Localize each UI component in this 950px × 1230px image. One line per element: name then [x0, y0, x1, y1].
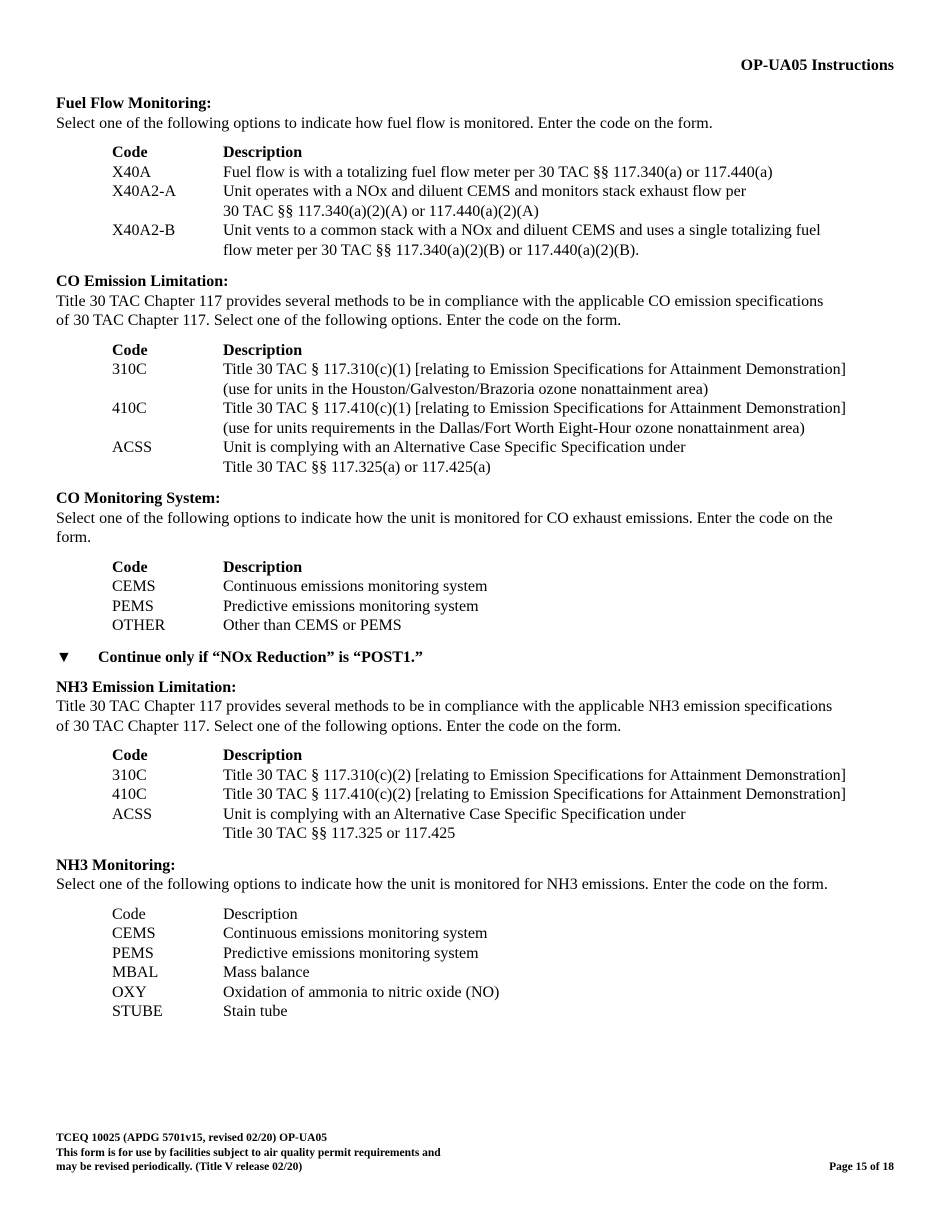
- column-header-description: Description: [223, 144, 303, 161]
- code-table: [112, 746, 846, 844]
- table-row: [112, 438, 846, 477]
- table-row: [112, 616, 487, 636]
- row-description: Stain tube: [223, 1003, 288, 1020]
- description-line: Fuel flow is with a totalizing fuel flow meter per 30 TAC §§ 117.340(a) or 117.440(a): [223, 163, 773, 181]
- intro-line: of 30 TAC Chapter 117. Select one of the following options. Enter the code on the form.: [56, 312, 622, 329]
- code-table: [112, 341, 846, 478]
- table-row: [112, 963, 499, 983]
- description-line: (use for units requirements in the Dallas/Fort Worth Eight-Hour ozone nonattainment area): [223, 419, 805, 437]
- row-code: 410C: [112, 400, 147, 417]
- section-co-emission-limitation: [56, 272, 896, 477]
- intro-line: of 30 TAC Chapter 117. Select one of the following options. Enter the code on the form.: [56, 717, 622, 735]
- column-header-code: Code: [112, 341, 148, 359]
- column-header-code: Code: [112, 144, 148, 161]
- intro-line: form.: [56, 529, 92, 546]
- row-description: [223, 438, 846, 477]
- column-header-description: Description: [223, 558, 303, 576]
- document-content: [56, 94, 896, 1034]
- section-title: NH3 Monitoring:: [56, 856, 176, 874]
- footer-usage-note: This form is for use by facilities subject to air quality permit requirements and: [56, 1146, 441, 1159]
- description-line: Unit vents to a common stack with a NOx and diluent CEMS and uses a single totalizing fuel: [223, 222, 821, 239]
- row-code: OTHER: [112, 617, 166, 634]
- table-row: [112, 221, 821, 260]
- row-code: PEMS: [112, 944, 154, 962]
- column-header-code: Code: [112, 905, 146, 923]
- intro-line: Title 30 TAC Chapter 117 provides several methods to be in compliance with the applicable NH3 emission specifications: [56, 698, 833, 715]
- row-code: PEMS: [112, 597, 154, 615]
- table-header-row: [112, 905, 499, 925]
- row-description: [223, 221, 821, 260]
- section-nh3-monitoring: [56, 856, 896, 1022]
- row-description: Title 30 TAC § 117.310(c)(2) [relating to Emission Specifications for Attainment Demonstration]: [223, 766, 846, 784]
- row-description: Continuous emissions monitoring system: [223, 578, 488, 595]
- section-title: CO Monitoring System:: [56, 490, 221, 507]
- row-description: Mass balance: [223, 964, 310, 981]
- row-description: Title 30 TAC § 117.410(c)(2) [relating to Emission Specifications for Attainment Demonstration]: [223, 786, 846, 803]
- row-code: ACSS: [112, 439, 153, 456]
- description-line: 30 TAC §§ 117.340(a)(2)(A) or 117.440(a)(2)(A): [223, 202, 539, 220]
- table-row: [112, 163, 821, 183]
- row-description: Other than CEMS or PEMS: [223, 617, 402, 634]
- row-code: STUBE: [112, 1003, 163, 1020]
- row-code: ACSS: [112, 805, 153, 823]
- code-table: [112, 905, 499, 1022]
- table-row: [112, 785, 846, 805]
- section-intro: Select one of the following options to indicate how the unit is monitored for NH3 emissions. Enter the code on the form.: [56, 876, 828, 893]
- row-code: 310C: [112, 766, 147, 784]
- row-description: [223, 399, 846, 438]
- row-code: X40A2-B: [112, 222, 176, 239]
- section-title: CO Emission Limitation:: [56, 273, 229, 290]
- section-intro: [56, 509, 896, 548]
- description-line: (use for units in the Houston/Galveston/Brazoria ozone nonattainment area): [223, 380, 709, 398]
- column-header-code: Code: [112, 747, 148, 764]
- table-row: [112, 944, 499, 964]
- continue-text: Continue only if “NOx Reduction” is “POST1.”: [98, 648, 423, 666]
- description-line: Title 30 TAC §§ 117.325(a) or 117.425(a): [223, 458, 491, 476]
- table-row: [112, 805, 846, 844]
- description-line: Title 30 TAC §§ 117.325 or 117.425: [223, 825, 456, 842]
- column-header-code: Code: [112, 558, 148, 576]
- row-description: Predictive emissions monitoring system: [223, 944, 479, 962]
- triangle-down-icon: ▼: [56, 648, 72, 666]
- table-row: [112, 1002, 499, 1022]
- page-header-title: OP-UA05 Instructions: [740, 57, 894, 74]
- row-description: [223, 163, 821, 183]
- section-nh3-emission-limitation: [56, 678, 896, 844]
- table-row: [112, 360, 846, 399]
- row-code: CEMS: [112, 925, 156, 942]
- row-description: Predictive emissions monitoring system: [223, 597, 479, 615]
- row-description: Continuous emissions monitoring system: [223, 925, 488, 942]
- table-row: [112, 399, 846, 438]
- row-code: OXY: [112, 983, 147, 1001]
- description-line: Title 30 TAC § 117.310(c)(1) [relating to Emission Specifications for Attainment Demonstration]: [223, 361, 846, 378]
- description-line: Unit is complying with an Alternative Case Specific Specification under: [223, 439, 686, 456]
- row-code: X40A: [112, 163, 152, 181]
- table-row: [112, 766, 846, 786]
- row-description: Oxidation of ammonia to nitric oxide (NO): [223, 983, 500, 1001]
- row-code: MBAL: [112, 964, 159, 981]
- section-intro: [56, 292, 896, 331]
- column-header-description: Description: [223, 341, 303, 359]
- description-line: flow meter per 30 TAC §§ 117.340(a)(2)(B) or 117.440(a)(2)(B).: [223, 241, 640, 259]
- code-table: [112, 143, 821, 260]
- section-title: NH3 Emission Limitation:: [56, 678, 237, 696]
- column-header-description: Description: [223, 747, 303, 764]
- column-header-description: Description: [223, 905, 298, 923]
- row-description: [223, 360, 846, 399]
- description-line: Title 30 TAC § 117.410(c)(1) [relating to Emission Specifications for Attainment Demonstration]: [223, 400, 846, 417]
- table-row: [112, 983, 499, 1003]
- row-code: 410C: [112, 786, 147, 803]
- page-number: Page 15 of 18: [829, 1161, 894, 1173]
- section-intro: Select one of the following options to indicate how fuel flow is monitored. Enter the code on the form.: [56, 114, 713, 132]
- row-description: [223, 182, 821, 221]
- intro-line: Title 30 TAC Chapter 117 provides several methods to be in compliance with the applicable CO emission specifications: [56, 292, 824, 310]
- description-line: Unit is complying with an Alternative Case Specific Specification under: [223, 805, 686, 823]
- row-code: 310C: [112, 361, 147, 378]
- table-header-row: [112, 746, 846, 766]
- page-footer: [56, 1131, 894, 1175]
- row-code: X40A2-A: [112, 183, 176, 200]
- table-header-row: [112, 341, 846, 361]
- section-fuel-flow-monitoring: [56, 94, 896, 260]
- description-line: Unit operates with a NOx and diluent CEMS and monitors stack exhaust flow per: [223, 183, 747, 200]
- table-row: [112, 182, 821, 221]
- section-co-monitoring-system: [56, 489, 896, 636]
- section-title: Fuel Flow Monitoring:: [56, 95, 212, 112]
- table-header-row: [112, 558, 487, 578]
- continue-instruction: [56, 648, 896, 668]
- row-code: CEMS: [112, 578, 156, 595]
- footer-revision-note: may be revised periodically. (Title V release 02/20): [56, 1161, 303, 1173]
- table-header-row: [112, 143, 821, 163]
- table-row: [112, 924, 499, 944]
- intro-line: Select one of the following options to indicate how the unit is monitored for CO exhaust emissions. Enter the code on the: [56, 509, 833, 527]
- section-intro: [56, 697, 896, 736]
- code-table: [112, 558, 487, 636]
- row-description: [223, 805, 846, 844]
- table-row: [112, 577, 487, 597]
- table-row: [112, 597, 487, 617]
- footer-form-id: TCEQ 10025 (APDG 5701v15, revised 02/20) OP-UA05: [56, 1132, 327, 1144]
